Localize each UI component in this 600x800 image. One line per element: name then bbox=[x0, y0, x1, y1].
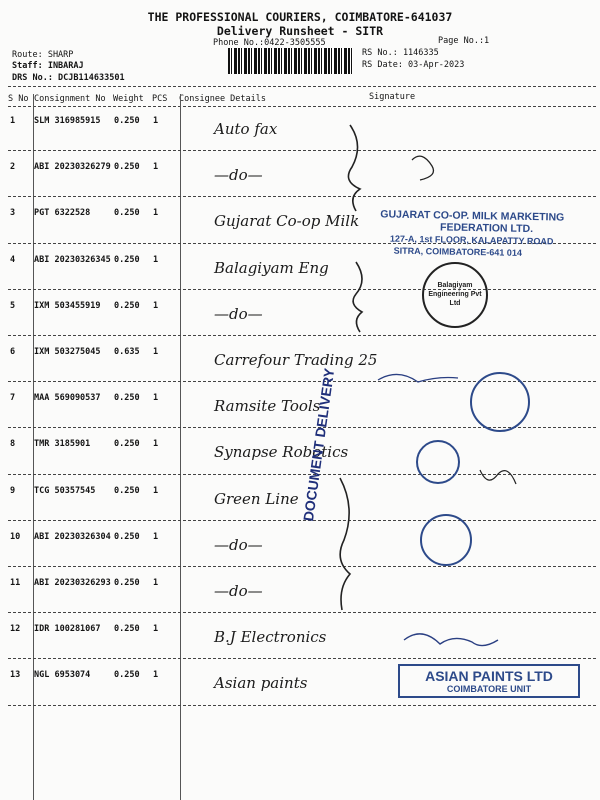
row-pcs: 1 bbox=[153, 670, 159, 681]
row-weight: 0.250 bbox=[114, 624, 140, 635]
row-consignee-handwritten: Ramsite Tools bbox=[214, 397, 321, 416]
col-consignment: Consignment No bbox=[34, 94, 106, 104]
row-consignee-handwritten: —do— bbox=[214, 582, 263, 600]
row-weight: 0.250 bbox=[114, 578, 140, 588]
row-pcs: 1 bbox=[153, 254, 159, 265]
gujarat-stamp bbox=[380, 208, 565, 259]
seal-text: Balagiyam Engineering Pvt Ltd bbox=[428, 281, 482, 307]
signature-scribble bbox=[404, 634, 498, 646]
row-consignment-no: IDR 100281067 bbox=[34, 624, 101, 635]
row-pcs: 1 bbox=[153, 439, 159, 450]
row-consignee-handwritten: Green Line bbox=[214, 489, 299, 508]
page-number: Page No.:1 bbox=[438, 36, 490, 46]
row-consignment-no: PGT 6322528 bbox=[34, 208, 91, 219]
row-weight: 0.250 bbox=[114, 670, 140, 681]
row-weight: 0.250 bbox=[114, 162, 140, 173]
stamp-line: 127-A, 1st FLOOR, KALAPATTY ROAD bbox=[389, 233, 554, 247]
signature-scribble bbox=[480, 470, 516, 484]
document-delivery-stamp: DOCUMENT DELIVERY bbox=[300, 367, 338, 523]
round-seal bbox=[470, 372, 530, 432]
row-pcs: 1 bbox=[153, 162, 159, 173]
row-sno: 4 bbox=[10, 254, 16, 265]
row-sno: 2 bbox=[10, 162, 16, 173]
row-consignee-handwritten: Balagiyam Eng bbox=[214, 258, 329, 277]
col-consignee: Consignee Details bbox=[179, 94, 266, 104]
row-consignment-no: MAA 569090537 bbox=[34, 393, 101, 404]
row-consignee-handwritten: —do— bbox=[214, 535, 263, 554]
row-weight: 0.250 bbox=[114, 393, 140, 404]
company-name: THE PROFESSIONAL COURIERS, COIMBATORE-641037 bbox=[147, 10, 453, 24]
row-sno: 10 bbox=[10, 531, 21, 542]
stamp-line: SITRA, COIMBATORE-641 014 bbox=[393, 245, 522, 258]
row-weight: 0.250 bbox=[114, 300, 140, 311]
row-sno: 5 bbox=[10, 300, 16, 311]
route: Route: SHARP bbox=[12, 50, 74, 60]
row-sno: 11 bbox=[10, 578, 21, 588]
row-pcs: 1 bbox=[153, 578, 159, 588]
row-weight: 0.250 bbox=[114, 208, 140, 219]
sheet-title: Delivery Runsheet - SITR bbox=[216, 24, 384, 38]
row-weight: 0.250 bbox=[114, 531, 140, 542]
round-seal bbox=[416, 440, 460, 484]
row-sno: 8 bbox=[10, 439, 16, 450]
row-consignee-handwritten: —do— bbox=[214, 166, 263, 185]
row-sno: 12 bbox=[10, 624, 21, 635]
signature-scribble bbox=[412, 156, 434, 180]
rs-number: RS No.: 1146335 bbox=[362, 48, 439, 58]
round-seal bbox=[420, 514, 472, 566]
row-consignee-handwritten: Auto fax bbox=[214, 120, 278, 138]
row-sno: 6 bbox=[10, 347, 16, 357]
row-pcs: 1 bbox=[153, 393, 159, 404]
phone-number: Phone No.:0422-3505555 bbox=[213, 38, 326, 48]
row-sno: 3 bbox=[10, 208, 16, 219]
row-consignment-no: SLM 316985915 bbox=[34, 116, 101, 126]
row-consignment-no: TCG 50357545 bbox=[34, 485, 96, 496]
row-weight: 0.250 bbox=[114, 439, 140, 450]
stamp-line: GUJARAT CO-OP. MILK MARKETING bbox=[380, 208, 565, 224]
row-consignment-no: TMR 3185901 bbox=[34, 439, 91, 450]
row-sno: 1 bbox=[10, 116, 16, 126]
brace-mark bbox=[348, 125, 360, 211]
row-pcs: 1 bbox=[153, 300, 159, 311]
brace-mark bbox=[340, 478, 350, 610]
row-weight: 0.250 bbox=[114, 116, 140, 126]
stamp-line: FEDERATION LTD. bbox=[440, 221, 534, 236]
asian-paints-stamp bbox=[398, 664, 580, 698]
row-sno: 9 bbox=[10, 485, 16, 496]
row-weight: 0.250 bbox=[114, 254, 140, 265]
balagiyam-seal bbox=[422, 262, 488, 328]
row-pcs: 1 bbox=[153, 624, 159, 635]
row-weight: 0.250 bbox=[114, 485, 140, 496]
row-consignment-no: IXM 503275045 bbox=[34, 347, 101, 357]
row-pcs: 1 bbox=[153, 116, 159, 126]
row-sno: 7 bbox=[10, 393, 16, 404]
staff: Staff: INBARAJ bbox=[12, 61, 84, 71]
row-consignee-handwritten: B.J Electronics bbox=[214, 628, 327, 647]
row-consignment-no: ABI 20230326293 bbox=[34, 578, 111, 588]
row-consignee-handwritten: —do— bbox=[214, 304, 263, 323]
row-consignment-no: IXM 503455919 bbox=[34, 300, 101, 311]
col-weight: Weight bbox=[113, 94, 144, 104]
row-consignment-no: ABI 20230326304 bbox=[34, 531, 111, 542]
drs-number: DRS No.: DCJB114633501 bbox=[12, 73, 125, 83]
row-weight: 0.635 bbox=[114, 347, 140, 357]
row-pcs: 1 bbox=[153, 531, 159, 542]
row-consignment-no: ABI 20230326345 bbox=[34, 254, 111, 265]
stamp-line: COIMBATORE UNIT bbox=[446, 684, 532, 694]
row-pcs: 1 bbox=[153, 485, 159, 496]
signature-scribble bbox=[378, 374, 458, 382]
row-consignee-handwritten: Gujarat Co-op Milk bbox=[214, 212, 360, 231]
col-pcs: PCS bbox=[152, 94, 168, 104]
row-pcs: 1 bbox=[153, 347, 159, 357]
stamp-line: ASIAN PAINTS LTD bbox=[425, 668, 553, 684]
row-consignee-handwritten: Asian paints bbox=[214, 674, 308, 693]
brace-mark bbox=[353, 262, 362, 332]
row-consignment-no: ABI 20230326279 bbox=[34, 162, 111, 173]
rs-date: RS Date: 03-Apr-2023 bbox=[362, 60, 465, 70]
row-consignee-handwritten: Synapse Robotics bbox=[214, 443, 349, 462]
row-sno: 13 bbox=[10, 670, 21, 681]
row-consignee-handwritten: Carrefour Trading 25 bbox=[214, 351, 378, 369]
col-sno: S No bbox=[8, 94, 29, 104]
col-signature: Signature bbox=[369, 92, 416, 102]
row-consignment-no: NGL 6953074 bbox=[34, 670, 91, 681]
row-pcs: 1 bbox=[153, 208, 159, 219]
